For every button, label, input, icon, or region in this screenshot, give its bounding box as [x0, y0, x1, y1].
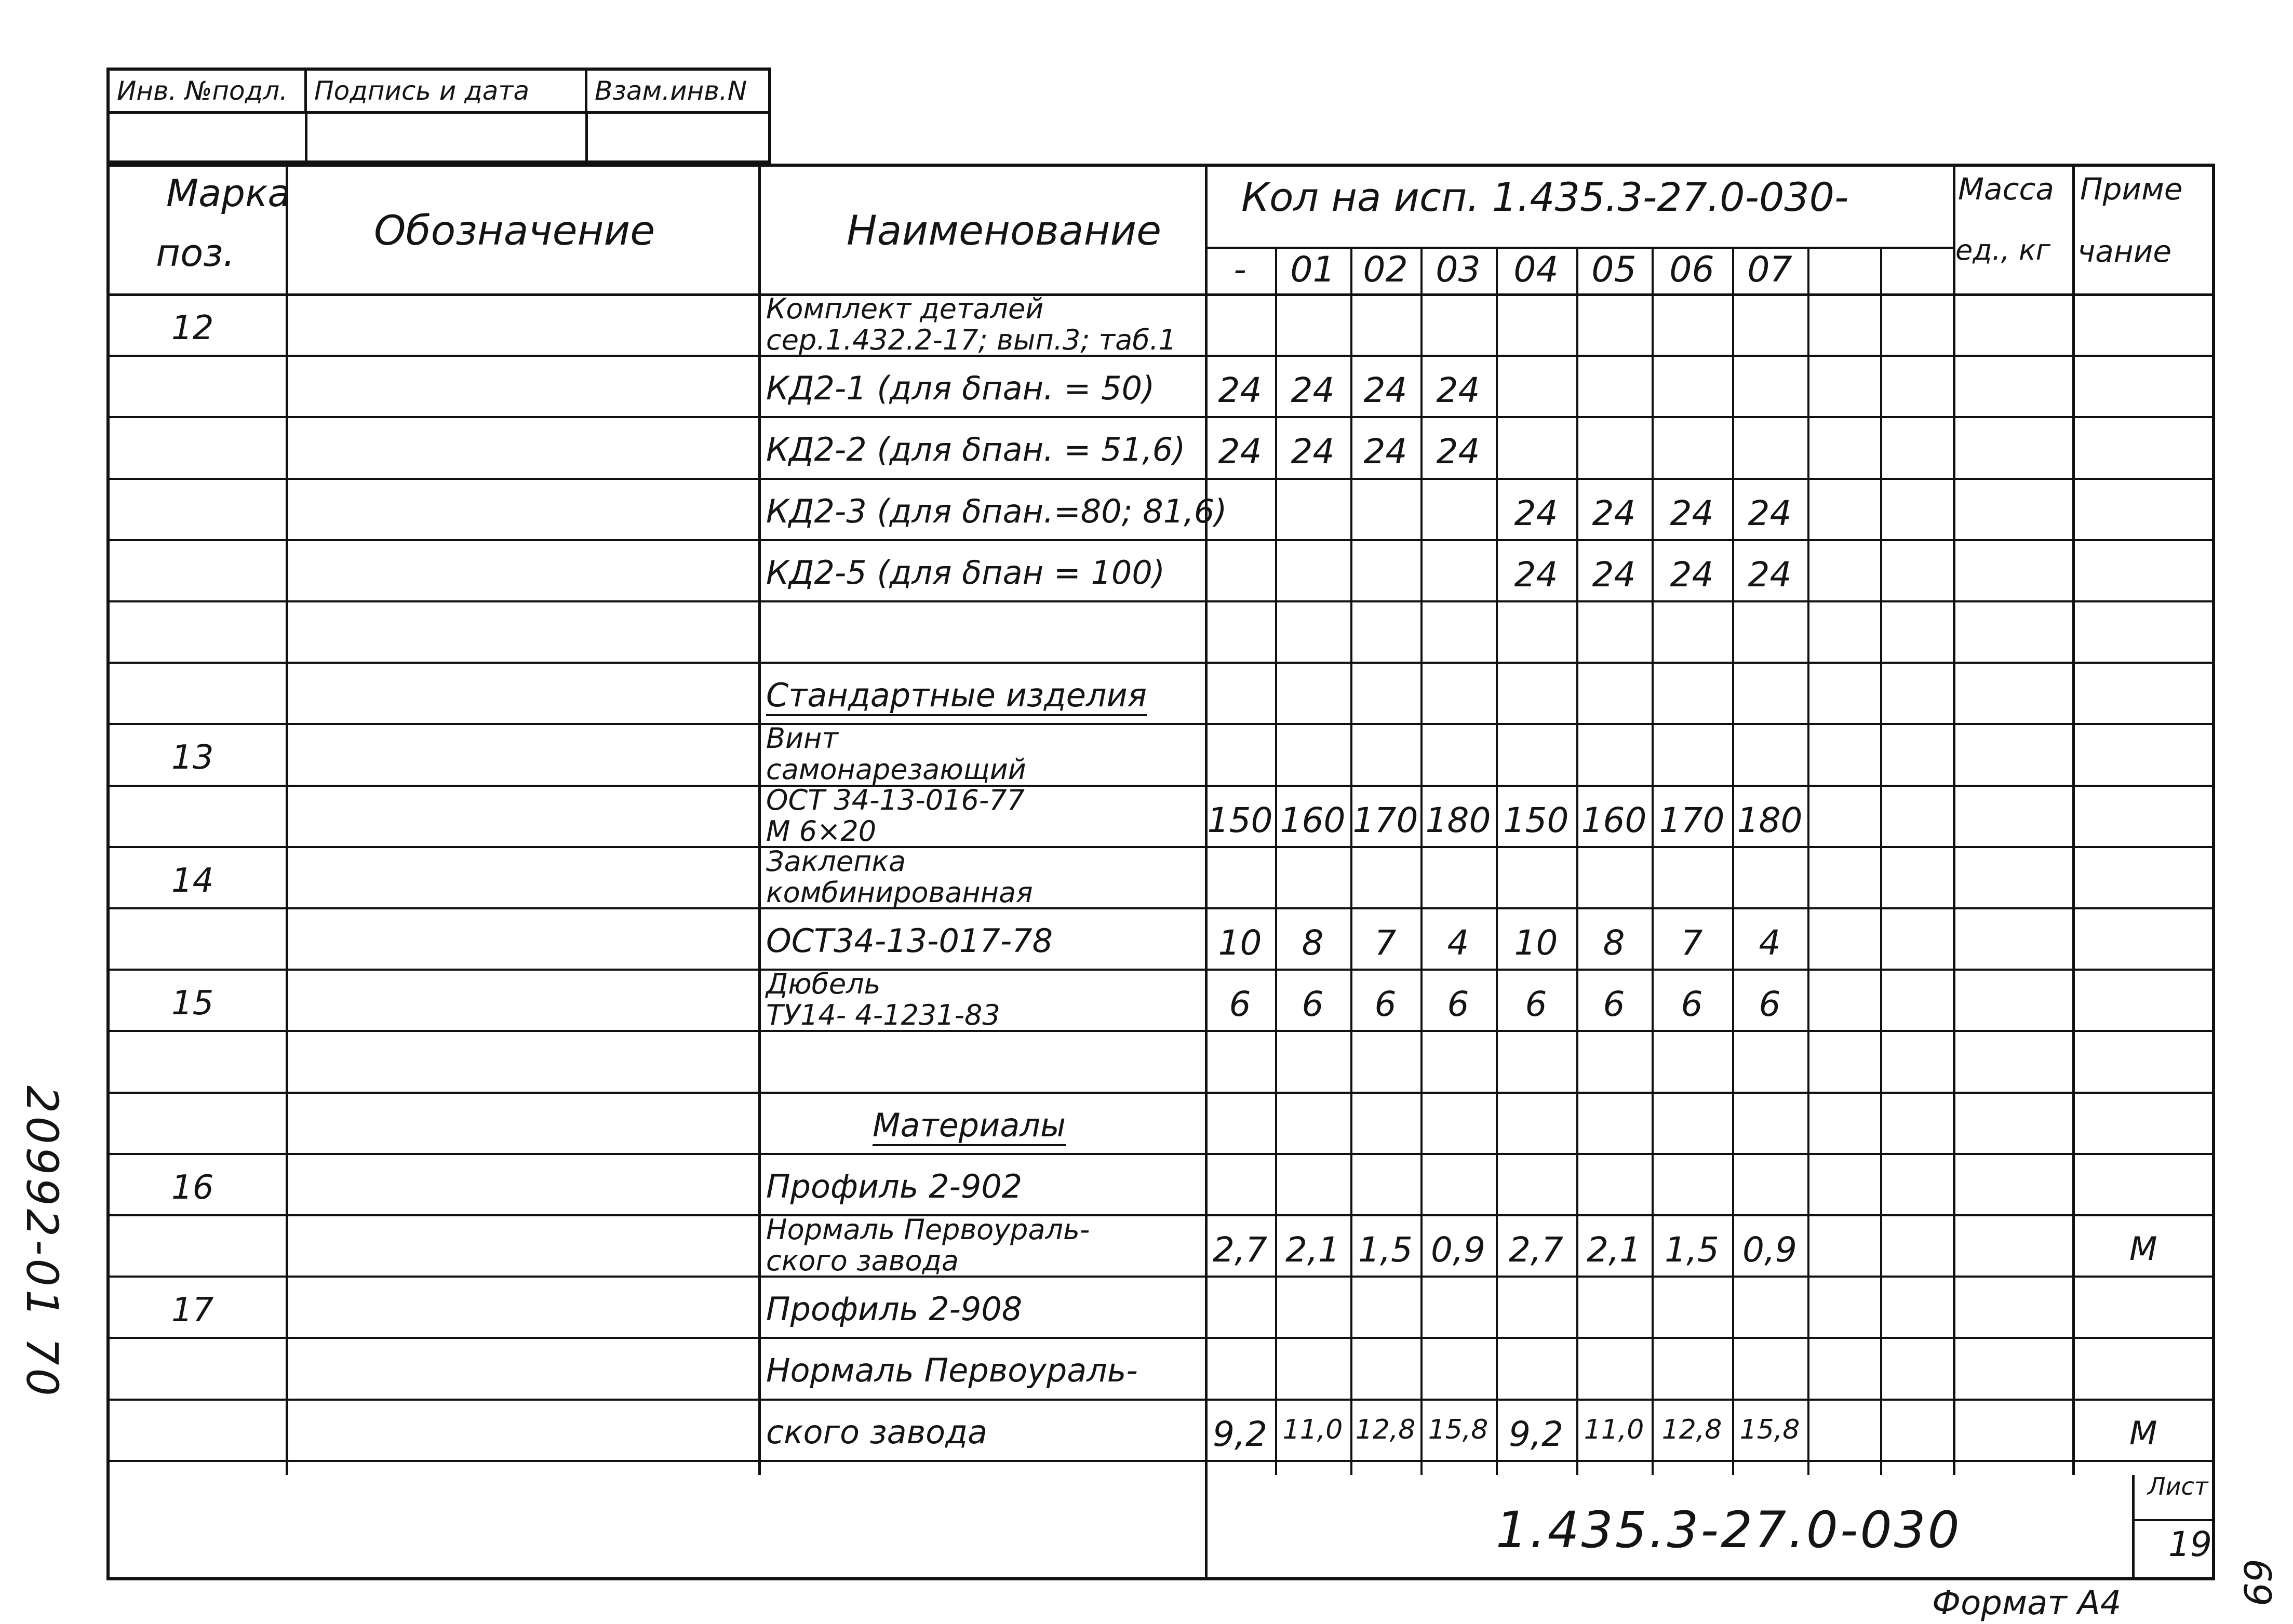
- qty-cell: 6: [1681, 984, 1703, 1025]
- approval-stamp: [106, 68, 771, 164]
- qty-cell: 180: [1737, 800, 1803, 840]
- qty-cell: 2,1: [1587, 1230, 1641, 1270]
- grid-hline: [1205, 247, 1953, 249]
- grid-hline: [106, 969, 2215, 971]
- qty-cell: 11,0: [1282, 1414, 1343, 1445]
- qty-cell: 24: [1363, 370, 1407, 411]
- header-mark-pos: поз.: [156, 231, 235, 275]
- qty-cell: 6: [1374, 984, 1397, 1025]
- grid-hline: [106, 1399, 2215, 1401]
- grid-hline: [106, 723, 2215, 725]
- item-name: Профиль 2-908: [766, 1290, 1023, 1328]
- header-mark: Марка: [166, 171, 291, 215]
- variant-header: 07: [1747, 249, 1792, 290]
- qty-cell: 4: [1447, 923, 1469, 963]
- sheet-label: Лист: [2148, 1472, 2208, 1500]
- header-qty: Кол на исп. 1.435.3-27.0-030-: [1241, 174, 1849, 220]
- variant-header: -: [1233, 249, 1246, 290]
- qty-cell: 9,2: [1509, 1414, 1563, 1454]
- qty-cell: 24: [1436, 370, 1480, 411]
- qty-cell: 24: [1291, 432, 1335, 472]
- grid-hline: [106, 293, 2215, 296]
- qty-cell: 8: [1603, 923, 1625, 963]
- grid-vline: [1652, 247, 1654, 1475]
- header-mass: Масса: [1958, 171, 2054, 207]
- qty-cell: 15,8: [1739, 1414, 1800, 1445]
- grid-vline: [1350, 247, 1352, 1475]
- qty-cell: 24: [1363, 432, 1407, 472]
- qty-cell: 24: [1748, 554, 1792, 595]
- grid-hline: [106, 1092, 2215, 1094]
- grid-vline: [1205, 1475, 1208, 1580]
- grid-vline: [1880, 247, 1882, 1475]
- grid-vline: [1420, 247, 1423, 1475]
- variant-header: 02: [1363, 249, 1408, 290]
- item-name-line2: комбинированная: [766, 876, 1033, 909]
- grid-hline: [106, 785, 2215, 787]
- qty-cell: 2,7: [1213, 1230, 1267, 1270]
- grid-hline: [106, 846, 2215, 848]
- item-name: Заклепка: [766, 844, 906, 878]
- qty-cell: 160: [1280, 800, 1346, 840]
- qty-cell: 8: [1302, 923, 1324, 963]
- qty-cell: 24: [1436, 432, 1480, 472]
- item-name: КД2-5 (для δпан = 100): [766, 553, 1165, 592]
- item-name-line2: М 6×20: [766, 814, 877, 848]
- note-cell: М: [2129, 1414, 2157, 1452]
- qty-cell: 7: [1681, 923, 1703, 963]
- position-mark: 15: [171, 984, 214, 1023]
- qty-cell: 10: [1218, 923, 1262, 963]
- qty-cell: 6: [1525, 984, 1547, 1025]
- item-name: Профиль 2-902: [766, 1167, 1023, 1205]
- item-name-line2: сер.1.432.2-17; вып.3; таб.1: [766, 324, 1177, 356]
- qty-cell: 150: [1503, 800, 1569, 840]
- stamp-replace-inv: Взам.инв.N: [595, 76, 747, 106]
- item-name: Комплект деталей: [766, 292, 1044, 325]
- position-mark: 14: [171, 861, 214, 900]
- qty-cell: 6: [1759, 984, 1781, 1025]
- side-archive-number: 20992-01 70: [17, 1085, 68, 1400]
- grid-hline: [106, 662, 2215, 664]
- grid-vline: [1953, 247, 1955, 1475]
- document-code: 1.435.3-27.0-030: [1496, 1501, 1962, 1559]
- qty-cell: 10: [1514, 923, 1558, 963]
- grid-hline: [106, 1214, 2215, 1216]
- position-mark: 17: [171, 1291, 214, 1330]
- qty-cell: 160: [1581, 800, 1647, 840]
- qty-cell: 0,9: [1742, 1230, 1797, 1270]
- qty-cell: 1,5: [1358, 1230, 1413, 1270]
- qty-cell: 9,2: [1213, 1414, 1267, 1454]
- item-name: Винт: [766, 722, 838, 755]
- sheet-number: 19: [2168, 1524, 2212, 1564]
- grid-hline: [106, 416, 2215, 418]
- grid-vline: [1576, 247, 1578, 1475]
- grid-hline: [106, 1460, 2215, 1462]
- grid-hline: [106, 1337, 2215, 1339]
- qty-cell: 24: [1592, 493, 1636, 533]
- qty-cell: 4: [1759, 923, 1781, 963]
- qty-cell: 180: [1425, 800, 1491, 840]
- qty-cell: 24: [1748, 493, 1792, 533]
- grid-vline: [286, 164, 288, 1475]
- grid-vline: [1496, 247, 1498, 1475]
- qty-cell: 2,1: [1285, 1230, 1340, 1270]
- stamp-inv-no: Инв. №подл.: [110, 71, 307, 111]
- qty-cell: 24: [1218, 370, 1262, 411]
- qty-cell: 7: [1374, 923, 1397, 963]
- item-name: Нормаль Первоураль-: [766, 1351, 1138, 1390]
- header-name: Наименование: [847, 208, 1162, 254]
- item-name: Дюбель: [766, 968, 881, 1001]
- variant-header: 01: [1290, 249, 1335, 290]
- position-mark: 12: [171, 309, 214, 347]
- qty-cell: 0,9: [1431, 1230, 1485, 1270]
- item-name: КД2-3 (для δпан.=80; 81,6): [766, 492, 1227, 530]
- item-name-line2: ТУ14- 4-1231-83: [766, 999, 1000, 1032]
- qty-cell: 6: [1447, 984, 1469, 1025]
- variant-header: 03: [1436, 249, 1481, 290]
- grid-hline: [106, 1030, 2215, 1032]
- item-name: КД2-1 (для δпан. = 50): [766, 369, 1155, 408]
- header-mass-unit: ед., кг: [1955, 234, 2051, 266]
- format-label: Формат А4: [1932, 1584, 2122, 1622]
- qty-cell: 11,0: [1584, 1414, 1644, 1445]
- qty-cell: 12,8: [1355, 1414, 1416, 1445]
- qty-cell: 170: [1352, 800, 1418, 840]
- note-cell: М: [2129, 1230, 2157, 1268]
- qty-cell: 12,8: [1661, 1414, 1722, 1445]
- item-name-line2: ского завода: [766, 1244, 959, 1277]
- item-name: Нормаль Первоураль-: [766, 1213, 1090, 1246]
- qty-cell: 24: [1592, 554, 1636, 595]
- grid-hline: [106, 907, 2215, 909]
- qty-cell: 6: [1603, 984, 1625, 1025]
- position-mark: 16: [171, 1168, 214, 1207]
- qty-cell: 2,7: [1509, 1230, 1563, 1270]
- item-name: КД2-2 (для δпан. = 51,6): [766, 431, 1186, 469]
- grid-vline: [2132, 1475, 2135, 1580]
- qty-cell: 24: [1218, 432, 1262, 472]
- qty-cell: 24: [1514, 554, 1558, 595]
- grid-vline: [758, 164, 761, 1475]
- grid-hline: [106, 539, 2215, 541]
- item-name: Стандартные изделия: [766, 676, 1147, 716]
- variant-header: 06: [1669, 249, 1714, 290]
- item-name: ОСТ34-13-017-78: [766, 922, 1053, 960]
- header-note-2: чание: [2077, 234, 2172, 269]
- specification-table: [106, 164, 2215, 1580]
- grid-hline: [106, 478, 2215, 480]
- corner-number: 69: [2235, 1559, 2279, 1606]
- grid-hline: [106, 1153, 2215, 1155]
- item-name: ского завода: [766, 1413, 987, 1451]
- qty-cell: 1,5: [1665, 1230, 1719, 1270]
- qty-cell: 6: [1229, 984, 1251, 1025]
- item-name: Материалы: [873, 1106, 1066, 1146]
- grid-vline: [1732, 247, 1734, 1475]
- stamp-signature-date: Подпись и дата: [307, 71, 587, 111]
- grid-hline: [106, 1276, 2215, 1278]
- variant-header: 04: [1513, 249, 1559, 290]
- qty-cell: 150: [1207, 800, 1273, 840]
- variant-header: 05: [1591, 249, 1637, 290]
- grid-vline: [1275, 247, 1277, 1475]
- position-mark: 13: [171, 739, 214, 777]
- qty-cell: 24: [1670, 554, 1714, 595]
- qty-cell: 15,8: [1428, 1414, 1489, 1445]
- qty-cell: 6: [1302, 984, 1324, 1025]
- qty-cell: 24: [1514, 493, 1558, 533]
- qty-cell: 24: [1670, 493, 1714, 533]
- grid-hline: [2132, 1519, 2215, 1521]
- item-name: ОСТ 34-13-016-77: [766, 783, 1025, 816]
- qty-cell: 170: [1659, 800, 1725, 840]
- header-designation: Обозначение: [374, 208, 655, 254]
- item-name-line2: самонарезающий: [766, 753, 1026, 786]
- grid-hline: [106, 600, 2215, 602]
- grid-vline: [2072, 164, 2075, 1475]
- qty-cell: 24: [1291, 370, 1335, 411]
- header-note: Приме: [2080, 171, 2183, 207]
- grid-vline: [1807, 247, 1809, 1475]
